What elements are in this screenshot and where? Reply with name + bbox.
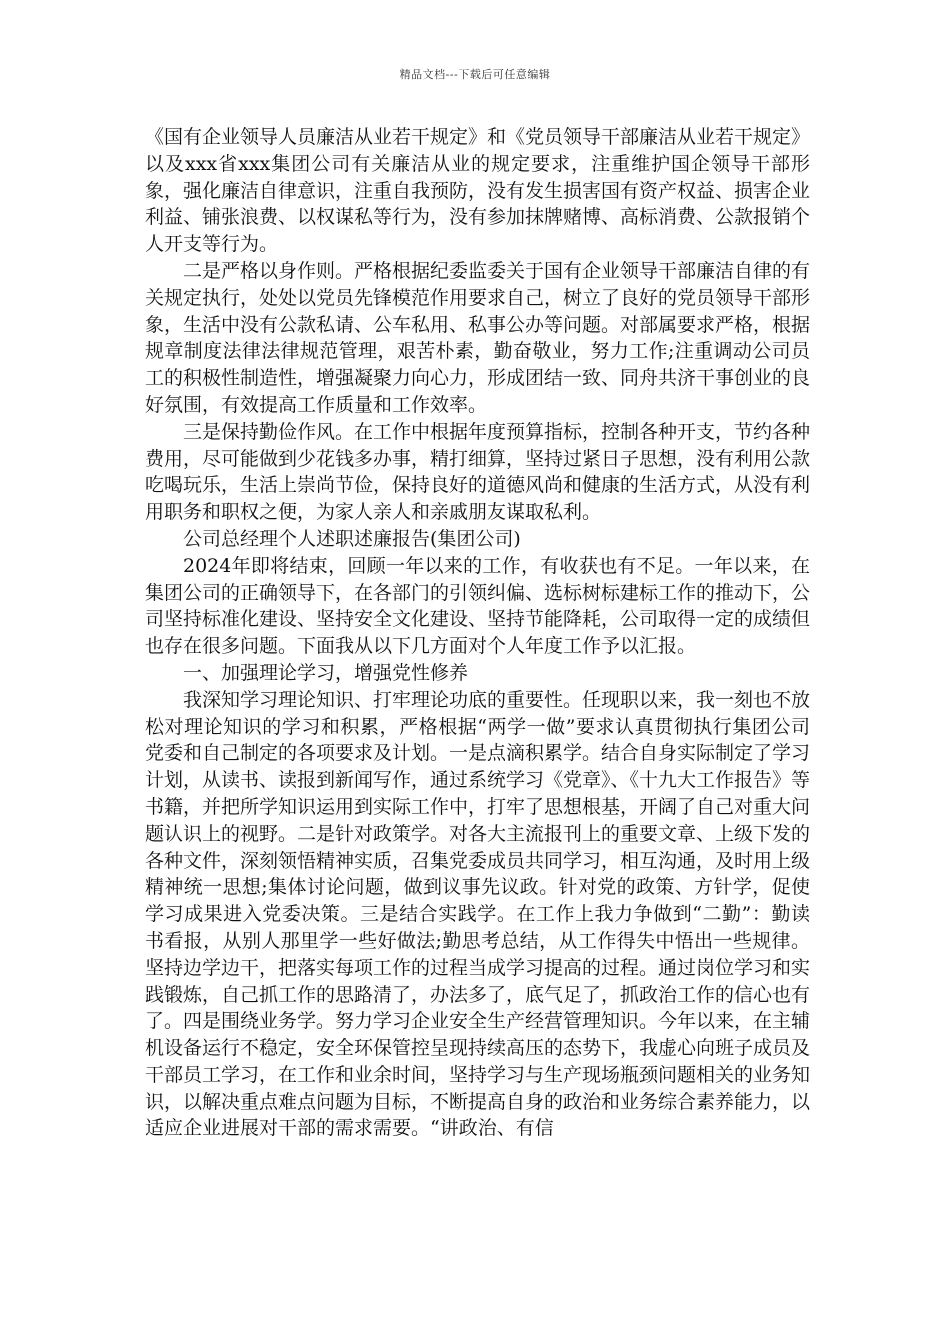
- section-title-report: 公司总经理个人述职述廉报告(集团公司): [183, 527, 521, 550]
- paragraph-frugal-style: 三是保持勤俭作风。在工作中根据年度预算指标，控制各种开支，节约各种费用，尽可能做到少花钱多办事，精打细算，坚持过紧日子思想，没有利用公款吃喝玩乐，生活上崇尚节俭，保持良好的道德风尚和健康的生活方式，从没有利用职务和职权之便，为家人亲人和亲戚朋友谋取私利。: [145, 420, 811, 524]
- page-header: 精品文档---下载后可任意编辑: [399, 68, 551, 81]
- section-heading-theory-study: 一、加强理论学习，增强党性修养: [183, 661, 469, 684]
- document-body: [145, 124, 810, 1142]
- paragraph-lead-by-example: 二是严格以身作则。严格根据纪委监委关于国有企业领导干部廉洁自律的有关规定执行，处处以党员先锋模范作用要求自己，树立了良好的党员领导干部形象，生活中没有公款私请、公车私用、私事公办等问题。对部属要求严格，根据规章制度法律法律规范管理，艰苦朴素，勤奋敬业，努力工作;注重调动公司员工的积极性制造性，增强凝聚力向心力，形成团结一致、同舟共济干事创业的良好氛围，有效提高工作质量和工作效率。: [145, 259, 811, 416]
- paragraph-year-review: 2024年即将结束，回顾一年以来的工作，有收获也有不足。一年以来，在集团公司的正确领导下，在各部门的引领纠偏、选标树标建标工作的推动下，公司坚持标准化建设、坚持安全文化建设、坚持节能降耗，公司取得一定的成绩但也存在很多问题。下面我从以下几方面对个人年度工作予以汇报。: [145, 554, 811, 658]
- paragraph-regulations: 《国有企业领导人员廉洁从业若干规定》和《党员领导干部廉洁从业若干规定》以及xxx省xxx集团公司有关廉洁从业的规定要求，注重维护国企领导干部形象，强化廉洁自律意识，注重自我预防，没有发生损害国有资产权益、损害企业利益、铺张浪费、以权谋私等行为，没有参加抹牌赌博、高标消费、公款报销个人开支等行为。: [145, 126, 811, 256]
- paragraph-theory-study: 我深知学习理论知识、打牢理论功底的重要性。任现职以来，我一刻也不放松对理论知识的学习和积累，严格根据“两学一做”要求认真贯彻执行集团公司党委和自己制定的各项要求及计划。一是点滴积累学。结合自身实际制定了学习计划，从读书、读报到新闻写作，通过系统学习《党章》、《十九大工作报告》等书籍，并把所学知识运用到实际工作中，打牢了思想根基，开阔了自己对重大问题认识上的视野。二是针对政策学。对各大主流报刊上的重要文章、上级下发的各种文件，深刻领悟精神实质，召集党委成员共同学习，相互沟通，及时用上级精神统一思想;集体讨论问题，做到议事先议政。针对党的政策、方针学，促使学习成果进入党委决策。三是结合实践学。在工作上我力争做到“二勤”：勤读书看报，从别人那里学一些好做法;勤思考总结，从工作得失中悟出一些规律。坚持边学边干，把落实每项工作的过程当成学习提高的过程。通过岗位学习和实践锻炼，自己抓工作的思路清了，办法多了，底气足了，抓政治工作的信心也有了。四是围绕业务学。努力学习企业安全生产经营管理知识。今年以来，在主辅机设备运行不稳定，安全环保管控呈现持续高压的态势下，我虚心向班子成员及干部员工学习，在工作和业余时间，坚持学习与生产现场瓶颈问题相关的业务知识，以解决重点难点问题为目标，不断提高自身的政治和业务综合素养能力，以适应企业进展对干部的需求需要。“讲政治、有信: [145, 688, 811, 1140]
